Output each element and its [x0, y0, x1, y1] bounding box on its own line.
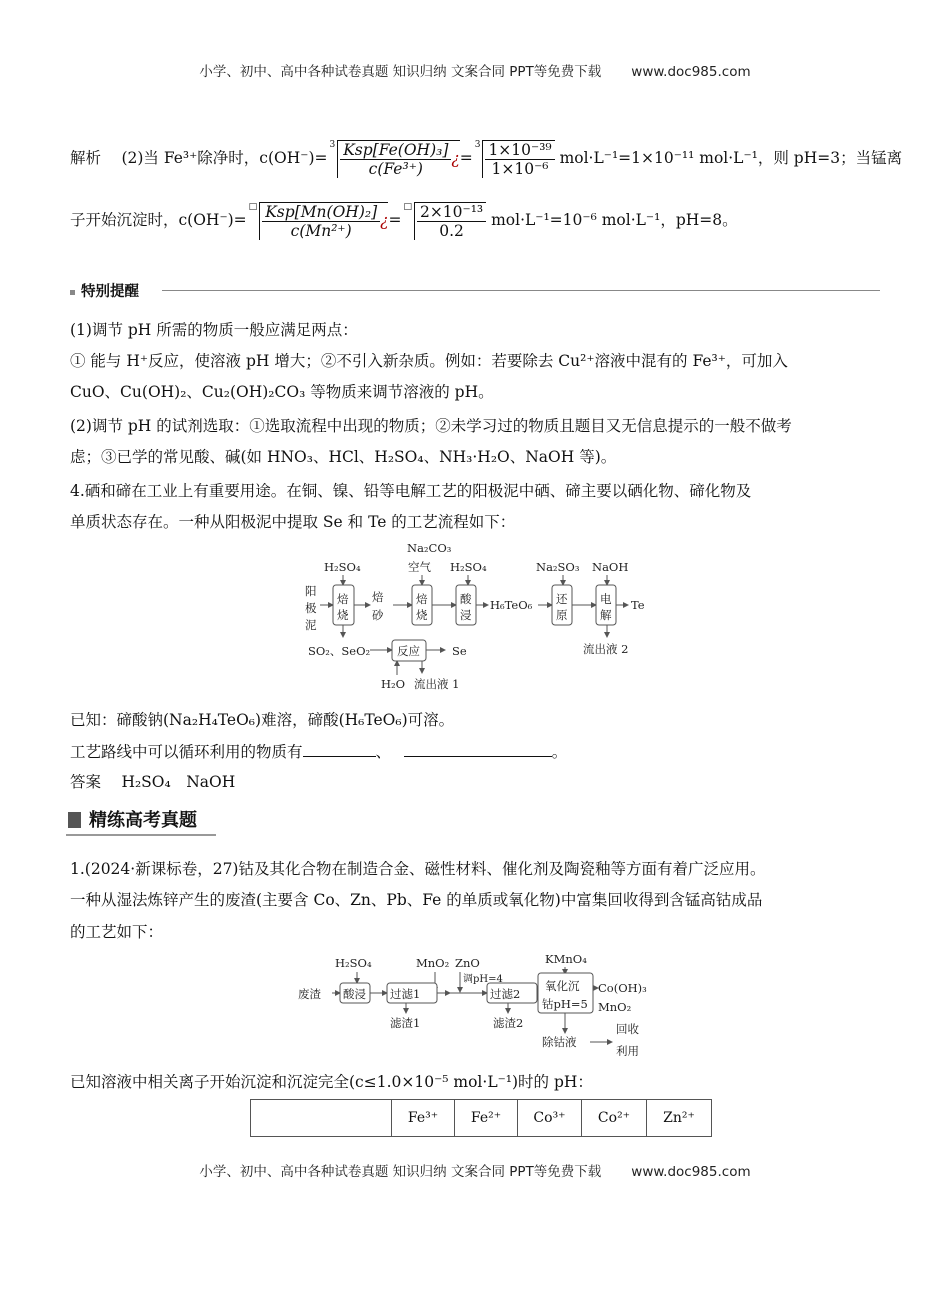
label: 滤渣2 — [493, 1016, 524, 1030]
label: Na₂SO₃ — [536, 560, 580, 574]
tip-line: (1)调节 pH 所需的物质一般应满足两点： — [70, 321, 358, 339]
box-label: 焙 — [337, 592, 349, 606]
question-line — [70, 740, 567, 762]
table-cell: Co²⁺ — [582, 1100, 647, 1137]
label: 流出液 1 — [414, 677, 460, 691]
denominator: 1×10⁻⁶ — [491, 160, 549, 178]
radical — [482, 140, 554, 178]
flowchart-cobalt — [290, 945, 690, 1065]
box-label: 钴pH=5 — [542, 997, 588, 1011]
page-footer — [0, 1160, 950, 1180]
radical — [414, 202, 486, 240]
text: 工艺路线中可以循环利用的物质有 — [70, 743, 303, 761]
label: Se — [452, 644, 467, 658]
section-heading — [66, 806, 216, 836]
root-index: □ — [403, 202, 412, 212]
table-cell: Fe³⁺ — [392, 1100, 455, 1137]
label: Te — [631, 598, 645, 612]
text: 、 — [375, 743, 384, 761]
root-index: □ — [248, 202, 258, 212]
root-index: 3 — [474, 140, 481, 150]
denominator: 0.2 — [439, 222, 464, 240]
label: ZnO — [455, 956, 480, 970]
label: H₂SO₄ — [450, 560, 487, 574]
denominator: c(Fe³⁺) — [368, 160, 423, 178]
ph-table — [250, 1099, 712, 1137]
label: 回收 — [616, 1022, 639, 1036]
box-label: 还 — [556, 592, 568, 606]
footer-text: 小学、初中、高中各种试卷真题 知识归纳 文案合同 PPT等免费下载 — [199, 1164, 602, 1180]
tip-heading — [70, 280, 880, 300]
answer-label: 答案 — [70, 773, 102, 791]
page-header — [0, 60, 950, 80]
footer-url[interactable]: www.doc985.com — [631, 1164, 751, 1180]
label: 利用 — [616, 1044, 639, 1058]
box-label: 反应 — [397, 644, 420, 658]
text: mol·L⁻¹=10⁻⁶ mol·L⁻¹，pH=8。 — [491, 211, 738, 229]
label: 除钴液 — [542, 1035, 577, 1049]
radical — [259, 202, 388, 240]
label: H₂SO₄ — [324, 560, 361, 574]
denominator: c(Mn²⁺) — [290, 222, 352, 240]
table-cell — [251, 1100, 392, 1137]
box-label: 浸 — [460, 608, 472, 622]
tip-line: 虑；③已学的常见酸、碱(如 HNO₃、HCl、H₂SO₄、NH₃·H₂O、NaOH 等)。 — [70, 448, 617, 466]
box-label: 过滤1 — [390, 987, 421, 1001]
document-icon — [68, 812, 81, 828]
label: H₂SO₄ — [335, 956, 372, 970]
numerator: 1×10⁻³⁹ — [485, 141, 554, 160]
label: Na₂CO₃ — [407, 541, 452, 555]
label: MnO₂ — [416, 956, 450, 970]
label: 流出液 2 — [583, 642, 629, 656]
label: 焙 — [372, 590, 384, 604]
answer-blank[interactable] — [404, 742, 552, 757]
text: 子开始沉淀时，c(OH⁻)= — [70, 211, 247, 229]
box-label: 过滤2 — [490, 987, 521, 1001]
analysis-label: 解析 — [70, 149, 102, 167]
tip-line: ① 能与 H⁺反应，使溶液 pH 增大；②不引入新杂质。例如：若要除去 Cu²⁺溶液中混有的 Fe³⁺，可加入 — [70, 352, 788, 370]
analysis-line-1: 解析 (2)当 Fe³⁺除净时，c(OH⁻)=$^3$ Ksp[Fe(OH)₃] c(Fe³⁺) ¿=$^3$ $\frac{\text{1×10⁻³⁹}}{\text{1×10⁻⁶}}$ mol·L⁻¹=1×10⁻¹¹ mol·L⁻¹，则 pH=3；当锰离 — [70, 140, 903, 178]
box-label: 焙 — [416, 592, 428, 606]
label: 调pH=4 — [463, 974, 503, 985]
table-cell: Fe²⁺ — [455, 1100, 518, 1137]
label: 空气 — [408, 560, 431, 574]
question-line: 一种从湿法炼锌产生的废渣(主要含 Co、Zn、Pb、Fe 的单质或氧化物)中富集回收得到含锰高钴成品 — [70, 891, 763, 909]
known-line: 已知溶液中相关离子开始沉淀和沉淀完全(c≤1.0×10⁻⁵ mol·L⁻¹)时的 pH： — [70, 1073, 593, 1091]
label: 极 — [305, 601, 317, 615]
label: 废渣 — [298, 987, 321, 1001]
numerator: 2×10⁻¹³ — [417, 203, 486, 222]
header-text: 小学、初中、高中各种试卷真题 知识归纳 文案合同 PPT等免费下载 — [199, 64, 602, 80]
answer-blank[interactable] — [303, 742, 376, 757]
text: (2)当 Fe³⁺除净时，c(OH⁻)= — [121, 149, 328, 167]
analysis-line-2: 子开始沉淀时，c(OH⁻)=□ Ksp[Mn(OH)₂] c(Mn²⁺) ¿=□ $\frac{\text{2×10⁻¹³}}{0.2}$ mol·L⁻¹=10⁻⁶ mol·L⁻¹，pH=8。 — [70, 202, 738, 240]
label: 砂 — [372, 608, 384, 622]
table-cell: Zn²⁺ — [647, 1100, 712, 1137]
label: KMnO₄ — [545, 952, 587, 966]
section-title: 精练高考真题 — [89, 810, 197, 831]
numerator: Ksp[Fe(OH)₃] — [340, 141, 451, 160]
table-header-row — [251, 1100, 712, 1137]
bullet-icon — [70, 290, 75, 295]
label: SO₂、SeO₂ — [308, 644, 371, 658]
box-label: 原 — [556, 608, 568, 622]
header-url[interactable]: www.doc985.com — [631, 64, 751, 80]
box-label: 烧 — [337, 608, 349, 622]
label: 滤渣1 — [390, 1016, 421, 1030]
label: H₂O — [381, 677, 406, 691]
box-label: 酸 — [460, 592, 472, 606]
glyph: ¿ — [451, 149, 460, 168]
box-label: 氧化沉 — [545, 979, 580, 993]
box-label: 酸浸 — [343, 987, 366, 1001]
box-label: 电 — [600, 592, 612, 606]
known-line: 已知：碲酸钠(Na₂H₄TeO₆)难溶，碲酸(H₆TeO₆)可溶。 — [70, 711, 455, 729]
label: 阳 — [305, 584, 317, 598]
tip-line: CuO、Cu(OH)₂、Cu₂(OH)₂CO₃ 等物质来调节溶液的 pH。 — [70, 383, 494, 401]
answer-value: H₂SO₄ NaOH — [121, 773, 236, 791]
question-line: 的工艺如下： — [70, 923, 164, 941]
label: MnO₂ — [598, 1000, 632, 1014]
radical — [337, 140, 459, 178]
label: Co(OH)₃ — [598, 981, 647, 995]
flowchart-se-te — [280, 535, 680, 695]
question-line: 1.(2024·新课标卷，27)钴及其化合物在制造合金、磁性材料、催化剂及陶瓷釉等方面有着广泛应用。 — [70, 860, 766, 878]
table-cell: Co³⁺ — [518, 1100, 582, 1137]
root-index: 3 — [329, 140, 336, 150]
numerator: Ksp[Mn(OH)₂] — [262, 203, 380, 222]
text: 。 — [551, 743, 568, 761]
box-label: 解 — [600, 608, 612, 622]
question-line: 单质状态存在。一种从阳极泥中提取 Se 和 Te 的工艺流程如下： — [70, 513, 516, 531]
glyph: ¿ — [380, 211, 389, 230]
tip-line: (2)调节 pH 的试剂选取：①选取流程中出现的物质；②未学习过的物质且题目又无信息提示的一般不做考 — [70, 417, 792, 435]
tip-title: 特别提醒 — [81, 284, 139, 300]
answer-line — [70, 770, 235, 792]
label: 泥 — [305, 618, 317, 632]
divider — [162, 290, 880, 291]
question-line: 4.硒和碲在工业上有重要用途。在铜、镍、铅等电解工艺的阳极泥中硒、碲主要以硒化物、碲化物及 — [70, 482, 752, 500]
box-label: 烧 — [416, 608, 428, 622]
text: mol·L⁻¹=1×10⁻¹¹ mol·L⁻¹，则 pH=3；当锰离 — [559, 149, 903, 167]
label: H₆TeO₆ — [490, 598, 533, 612]
label: NaOH — [592, 560, 629, 574]
